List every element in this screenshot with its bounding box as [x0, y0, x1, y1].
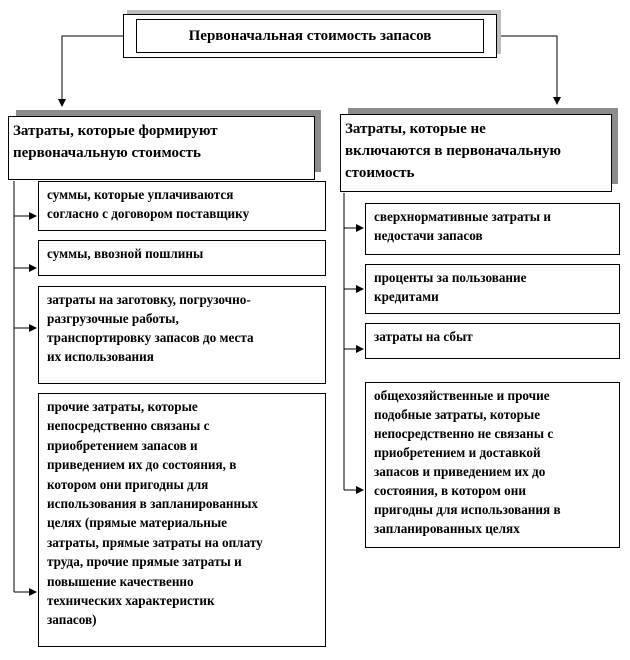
right-item-box — [365, 203, 620, 255]
left-item-box — [38, 393, 326, 647]
left-item-box — [38, 181, 326, 231]
item-line: затраты на сбыт — [374, 329, 473, 344]
item-line: общехозяйственные и прочие — [374, 388, 550, 403]
left-header-line: первоначальную стоимость — [13, 145, 201, 161]
item-line: суммы, ввозной пошлины — [47, 246, 204, 261]
item-line: приобретением и доставкой — [374, 445, 541, 460]
title-box — [123, 14, 497, 58]
item-line: проценты за пользование — [374, 270, 527, 285]
left-item-box — [38, 286, 326, 384]
item-line: запасов) — [47, 612, 97, 628]
item-line: затраты на заготовку, погрузочно- — [47, 292, 251, 307]
item-line: приведением их до состояния, в — [47, 457, 237, 473]
right-header-line: стоимость — [345, 165, 415, 181]
item-line: затраты, прямые затраты на оплату — [47, 534, 263, 550]
right-item-box — [365, 264, 620, 314]
right-header-line: включаются в первоначальную — [345, 143, 561, 159]
right-item-box — [365, 382, 620, 548]
item-line: прочие затраты, которые — [47, 399, 198, 414]
title-text: Первоначальная стоимость запасов — [136, 19, 484, 53]
right-item-box — [365, 323, 620, 359]
item-line: кредитами — [374, 289, 439, 304]
item-line: технических характеристик — [47, 593, 215, 609]
item-line: их использования — [47, 349, 154, 364]
arrow-title-to-right — [497, 36, 557, 104]
item-line: состояния, в котором они — [374, 483, 526, 498]
item-line: котором они пригодны для — [47, 476, 209, 492]
item-line: транспортировку запасов до места — [47, 330, 254, 345]
item-line: непосредственно не связаны с — [374, 426, 554, 441]
item-line: использования в запланированных — [47, 496, 258, 512]
left-item-box — [38, 240, 326, 276]
left-header-line: Затраты, которые формируют — [13, 123, 218, 139]
item-line: суммы, которые уплачиваются — [47, 187, 234, 202]
item-line: пригодны для использования в — [374, 502, 561, 517]
item-line: повышение качественно — [47, 573, 194, 589]
right-header-line: Затраты, которые не — [345, 121, 486, 137]
right-header-box — [340, 114, 612, 192]
arrow-title-to-left — [62, 36, 123, 106]
item-line: недостачи запасов — [374, 228, 483, 243]
item-line: сверхнормативные затраты и — [374, 209, 551, 224]
item-line: непосредственно связаны с — [47, 418, 210, 434]
item-line: целях (прямые материальные — [47, 515, 228, 531]
item-line: труда, прочие прямые затраты и — [47, 554, 242, 570]
item-line: приобретением запасов и — [47, 437, 198, 453]
item-line: разгрузочные работы, — [47, 311, 179, 326]
item-line: подобные затраты, которые — [374, 407, 541, 422]
left-header-box — [8, 116, 315, 180]
item-line: запасов и приведением их до — [374, 464, 546, 479]
item-line: запланированных целях — [374, 521, 520, 536]
item-line: согласно с договором поставщику — [47, 206, 250, 221]
